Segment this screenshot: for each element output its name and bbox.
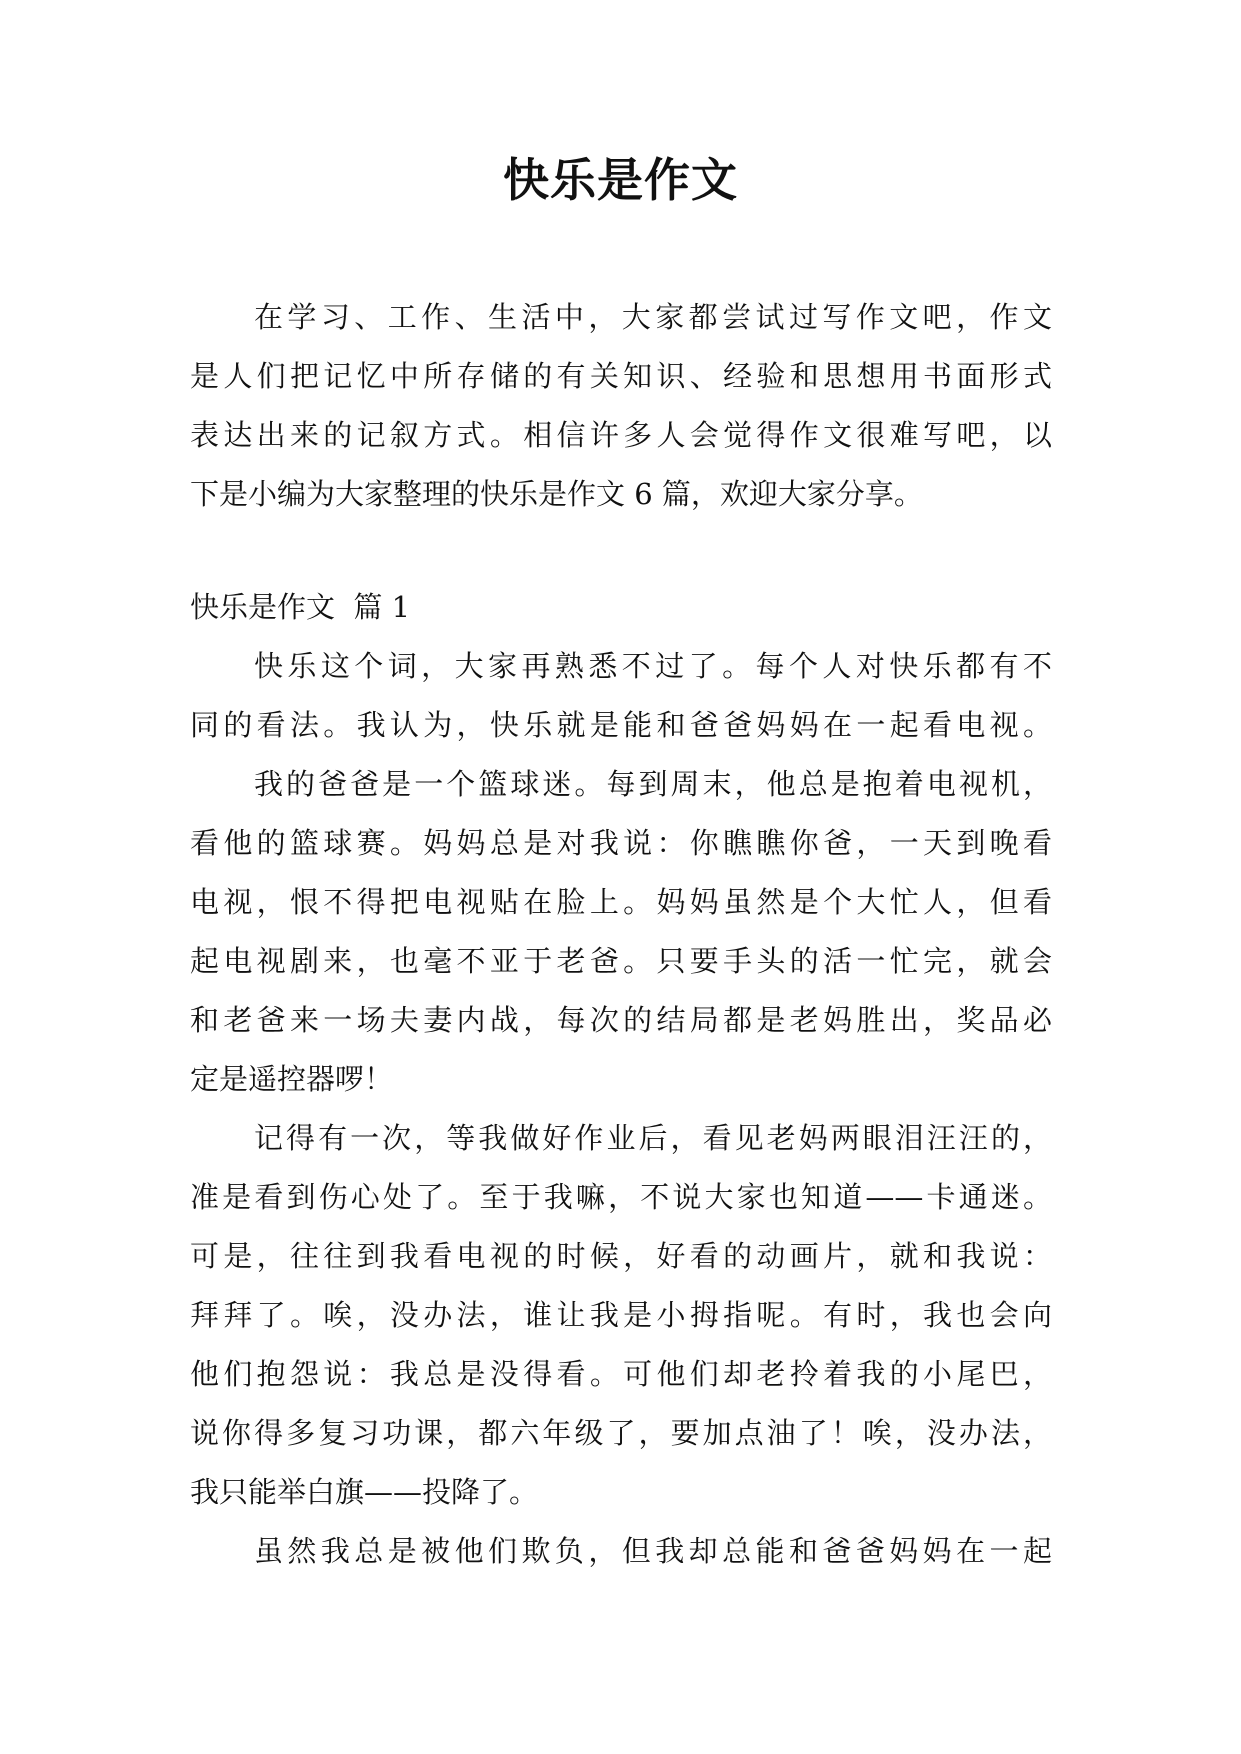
paragraph-line: 看他的篮球赛。妈妈总是对我说：你瞧瞧你爸，一天到晚看: [190, 826, 1052, 860]
intro-line: 表达出来的记叙方式。相信许多人会觉得作文很难写吧，以: [190, 418, 1052, 452]
paragraph-1: [190, 637, 1052, 755]
spacer: [190, 524, 1052, 578]
paragraph-line: 他们抱怨说：我总是没得看。可他们却老拎着我的小尾巴，: [190, 1357, 1052, 1391]
paragraph-line: 我只能举白旗——投降了。: [190, 1475, 539, 1509]
paragraph-line: 电视，恨不得把电视贴在脸上。妈妈虽然是个大忙人，但看: [190, 885, 1052, 919]
intro-line: 是人们把记忆中所存储的有关知识、经验和思想用书面形式: [190, 359, 1052, 393]
paragraph-line: 拜拜了。唉，没办法，谁让我是小拇指呢。有时，我也会向: [190, 1298, 1052, 1332]
document-body: [190, 288, 1052, 1581]
paragraph-line: 我的爸爸是一个篮球迷。每到周末，他总是抱着电视机，: [254, 767, 1052, 801]
section-heading: 快乐是作文 篇 1: [190, 590, 411, 624]
paragraph-3: [190, 1109, 1052, 1522]
document-title: 快乐是作文: [503, 153, 738, 207]
paragraph-line: 同的看法。我认为，快乐就是能和爸爸妈妈在一起看电视。: [190, 708, 1052, 742]
intro-paragraph: [190, 288, 1052, 524]
paragraph-4: [190, 1522, 1052, 1581]
paragraph-line: 和老爸来一场夫妻内战，每次的结局都是老妈胜出，奖品必: [190, 1003, 1052, 1037]
intro-line: 下是小编为大家整理的快乐是作文 6 篇，欢迎大家分享。: [190, 477, 923, 511]
intro-line: 在学习、工作、生活中，大家都尝试过写作文吧，作文: [254, 300, 1052, 334]
paragraph-line: 说你得多复习功课，都六年级了，要加点油了！唉，没办法，: [190, 1416, 1052, 1450]
paragraph-line: 快乐这个词，大家再熟悉不过了。每个人对快乐都有不: [254, 649, 1052, 683]
paragraph-line: 虽然我总是被他们欺负，但我却总能和爸爸妈妈在一起: [254, 1534, 1052, 1568]
paragraph-line: 定是遥控器啰！: [190, 1062, 394, 1096]
paragraph-line: 可是，往往到我看电视的时候，好看的动画片，就和我说：: [190, 1239, 1052, 1273]
paragraph-line: 记得有一次，等我做好作业后，看见老妈两眼泪汪汪的，: [254, 1121, 1052, 1155]
paragraph-line: 准是看到伤心处了。至于我嘛，不说大家也知道——卡通迷。: [190, 1180, 1052, 1214]
paragraph-line: 起电视剧来，也毫不亚于老爸。只要手头的活一忙完，就会: [190, 944, 1052, 978]
paragraph-2: [190, 755, 1052, 1109]
